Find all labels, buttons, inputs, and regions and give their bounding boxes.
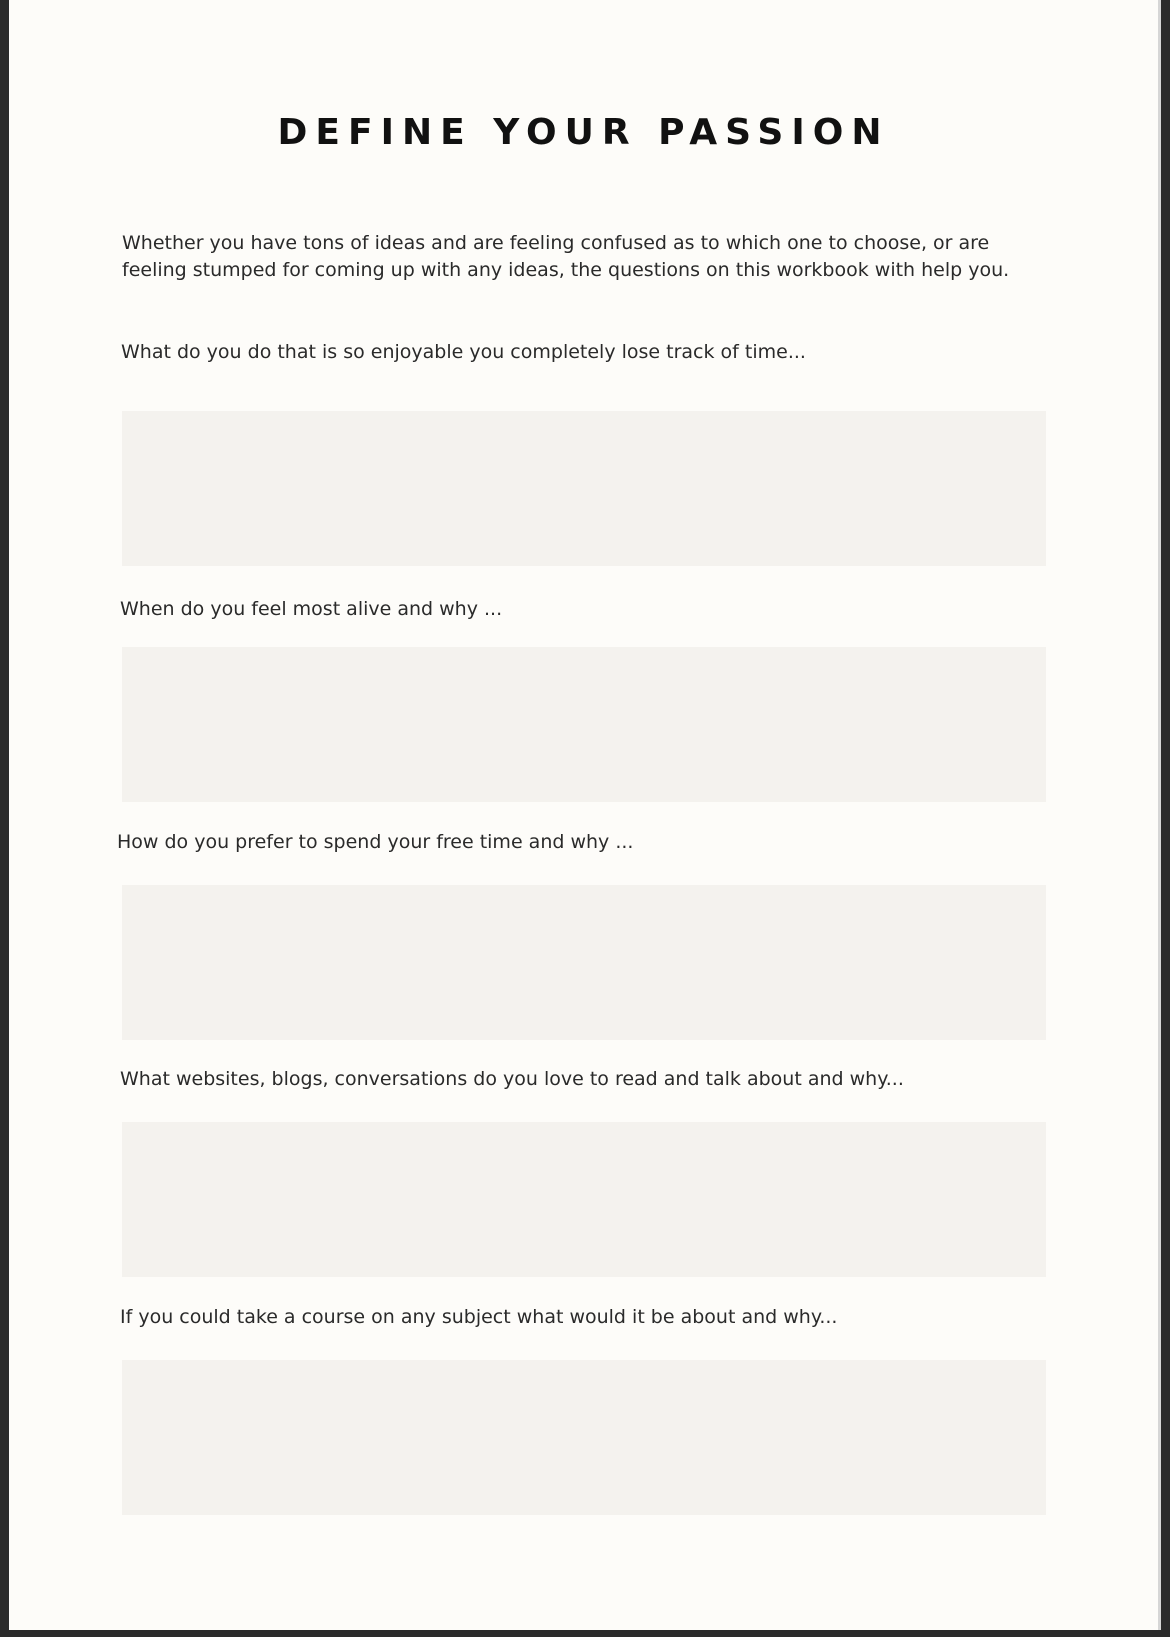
page-title: DEFINE YOUR PASSION (277, 112, 890, 153)
worksheet-page (9, 0, 1161, 1630)
question-5-label: If you could take a course on any subject what would it be about and why... (120, 1306, 838, 1328)
intro-paragraph (122, 230, 1062, 284)
intro-line-2: feeling stumped for coming up with any ideas, the questions on this workbook with help you. (122, 259, 1010, 281)
question-3-answer-box[interactable] (122, 885, 1046, 1040)
question-1-label: What do you do that is so enjoyable you completely lose track of time... (121, 341, 806, 363)
question-4-answer-box[interactable] (122, 1122, 1046, 1277)
question-2-label: When do you feel most alive and why ... (120, 598, 503, 620)
question-3-label: How do you prefer to spend your free time and why ... (117, 831, 634, 853)
intro-line-1: Whether you have tons of ideas and are feeling confused as to which one to choose, or are (122, 232, 990, 254)
question-2-answer-box[interactable] (122, 647, 1046, 802)
question-5-answer-box[interactable] (122, 1360, 1046, 1515)
question-4-label: What websites, blogs, conversations do you love to read and talk about and why... (120, 1068, 904, 1090)
question-1-answer-box[interactable] (122, 411, 1046, 566)
